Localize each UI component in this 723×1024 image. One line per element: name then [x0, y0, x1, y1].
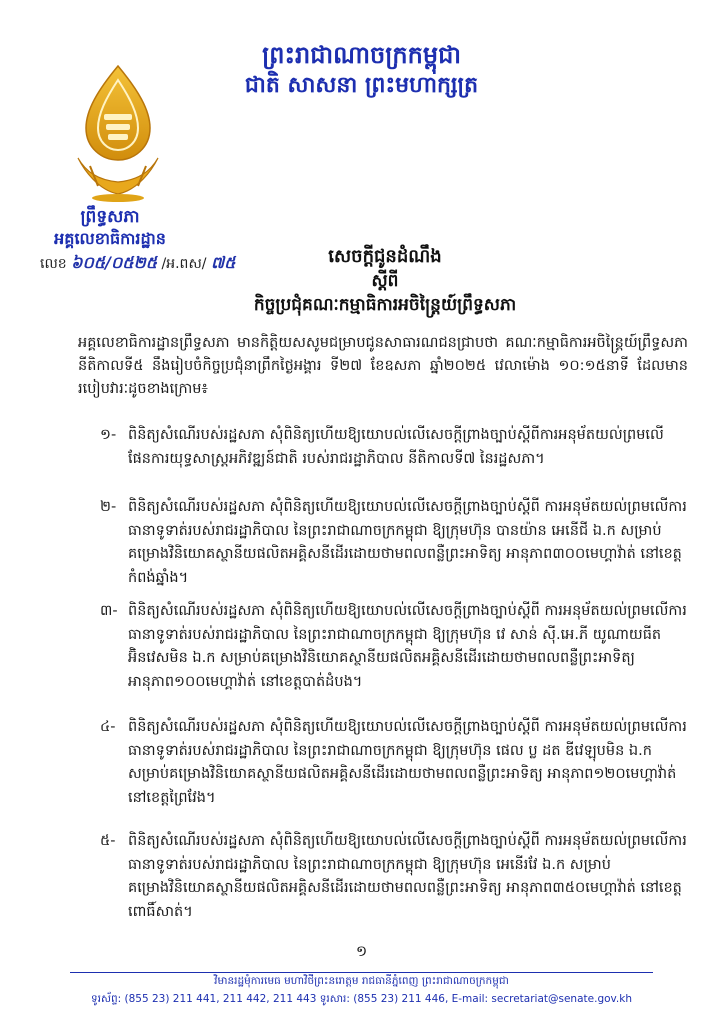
agenda-item — [100, 424, 694, 471]
notice-title: សេចក្ដីជូនដំណឹង — [328, 246, 442, 267]
agenda-item — [100, 716, 694, 810]
intro-paragraph: អគ្គលេខាធិការដ្ឋានព្រឹទ្ធសភា មានកិត្តិយសសូមជម្រាបជូនសាធារណជនជ្រាបថា គណៈកម្មាធិការអចិន្ត្រៃយ៍ព្រឹទ្ធសភា នីតិកាលទី៥ នឹងរៀបចំកិច្ចប្រជុំនាព្រឹកថ្ងៃអង្គារ ទី២៧ ខែឧសភា ឆ្នាំ២០២៥ វេលាម៉ោង ១០:១៥នាទី ដែលមានរបៀបវារៈដូចខាងក្រោម៖ — [78, 335, 688, 397]
agenda-item-number: ៤- — [100, 719, 116, 735]
reference-handwritten: ៦០៥/០៥២៥ — [71, 253, 158, 272]
agenda-item-text: ពិនិត្យសំណើរបស់រដ្ឋសភា សុំពិនិត្យហើយឱ្យយោបល់លើសេចក្ដីព្រាងច្បាប់ស្ដីពី ការអនុម័តយល់ព្រមលើការធានាទូទាត់របស់រាជរដ្ឋាភិបាល នៃព្រះរាជាណាចក្រកម្ពុជា ឱ្យក្រុមហ៊ុន ផេល ប្ល ដត ឌីវេឡុបមិន ឯ.ក សម្រាប់គម្រោងវិនិយោគស្ថានីយផលិតអគ្គិសនីដើរដោយថាមពលពន្លឺព្រះអាទិត្យ អានុភាព១២០មេហ្គាវ៉ាត់ នៅខេត្តព្រៃវែង។ — [128, 719, 687, 806]
senate-emblem-icon — [68, 62, 168, 204]
footer-divider — [70, 972, 653, 973]
reference-handwritten-end: ៧៥ — [210, 253, 236, 272]
agenda-item-number: ៥- — [100, 833, 116, 849]
senate-name: ព្រឹទ្ធសភា — [80, 207, 140, 227]
page-number: ១ — [355, 942, 368, 960]
kingdom-name: ព្រះរាជាណាចក្រកម្ពុជា — [262, 40, 461, 69]
reference-suffix: /អ.ពស/ — [161, 256, 207, 272]
reference-label: លេខ — [40, 256, 67, 272]
notice-subject-label: ស្ដីពី — [371, 271, 399, 291]
senate-block — [40, 206, 180, 250]
national-motto: ជាតិ សាសនា ព្រះមហាក្សត្រ — [244, 72, 479, 98]
footer-address: វិមានរដ្ឋមុំការមេធ មហាវិថីព្រះនរោត្តម រាជធានីភ្នំពេញ ព្រះរាជាណាចក្រកម្ពុជា — [214, 975, 509, 987]
agenda-item — [100, 830, 694, 924]
agenda-item-number: ២- — [100, 499, 117, 515]
agenda-item — [100, 600, 694, 694]
agenda-item-text: ពិនិត្យសំណើរបស់រដ្ឋសភា សុំពិនិត្យហើយឱ្យយោបល់លើសេចក្ដីព្រាងច្បាប់ស្ដីពី ការអនុម័តយល់ព្រមលើការធានាទូទាត់របស់រាជរដ្ឋាភិបាល នៃព្រះរាជាណាចក្រកម្ពុជា ឱ្យក្រុមហ៊ុន បានយ៉ាន អេនើជី ឯ.ក សម្រាប់គម្រោងវិនិយោគស្ថានីយផលិតអគ្គិសនីដើរដោយថាមពលពន្លឺព្រះអាទិត្យ អានុភាព៣០០មេហ្គាវ៉ាត់ នៅខេត្តកំពង់ឆ្នាំង។ — [128, 499, 687, 586]
agenda-item-text: ពិនិត្យសំណើរបស់រដ្ឋសភា សុំពិនិត្យហើយឱ្យយោបល់លើសេចក្ដីព្រាងច្បាប់ស្ដីពី ការអនុម័តយល់ព្រមលើការធានាទូទាត់របស់រាជរដ្ឋាភិបាល នៃព្រះរាជាណាចក្រកម្ពុជា ឱ្យក្រុមហ៊ុន វេ សាន់ ស៊ី.អេ.ភី យូណាយធីត អ៊ិនវេសមិន ឯ.ក សម្រាប់គម្រោងវិនិយោគស្ថានីយផលិតអគ្គិសនីដើរដោយថាមពលពន្លឺព្រះអាទិត្យ អានុភាព១០០មេហ្គាវ៉ាត់ នៅខេត្តបាត់ដំបង។ — [128, 603, 687, 690]
agenda-item-number: ១- — [100, 427, 117, 443]
agenda-item — [100, 496, 694, 590]
agenda-item-number: ៣- — [100, 603, 118, 619]
secretariat-name: អគ្គលេខាធិការដ្ឋាន — [54, 229, 166, 248]
footer-contact: ទូរស័ព្ទ: (855 23) 211 441, 211 442, 211 443 ទូរសារ: (855 23) 211 446, E-mail: secretariat@senate.gov.kh — [90, 993, 633, 1005]
notice-subject: កិច្ចប្រជុំគណៈកម្មាធិការអចិន្ត្រៃយ៍ព្រឹទ្ធសភា — [253, 295, 517, 315]
agenda-item-text: ពិនិត្យសំណើរបស់រដ្ឋសភា សុំពិនិត្យហើយឱ្យយោបល់លើសេចក្ដីព្រាងច្បាប់ស្ដីពីការអនុម័តយល់ព្រមលើផែនការយុទ្ធសាស្ត្រអភិវឌ្ឍន៍ជាតិ របស់រាជរដ្ឋាភិបាល នីតិកាលទី៧ នៃរដ្ឋសភា។ — [128, 427, 664, 467]
agenda-item-text: ពិនិត្យសំណើរបស់រដ្ឋសភា សុំពិនិត្យហើយឱ្យយោបល់លើសេចក្ដីព្រាងច្បាប់ស្ដីពី ការអនុម័តយល់ព្រមលើការធានាទូទាត់របស់រាជរដ្ឋាភិបាល នៃព្រះរាជាណាចក្រកម្ពុជា ឱ្យក្រុមហ៊ុន អេនើរវែ ឯ.ក សម្រាប់គម្រោងវិនិយោគស្ថានីយផលិតអគ្គិសនីដើរដោយថាមពលពន្លឺព្រះអាទិត្យ អានុភាព៣៥០មេហ្គាវ៉ាត់ នៅខេត្តពោធិ៍សាត់។ — [128, 833, 687, 920]
